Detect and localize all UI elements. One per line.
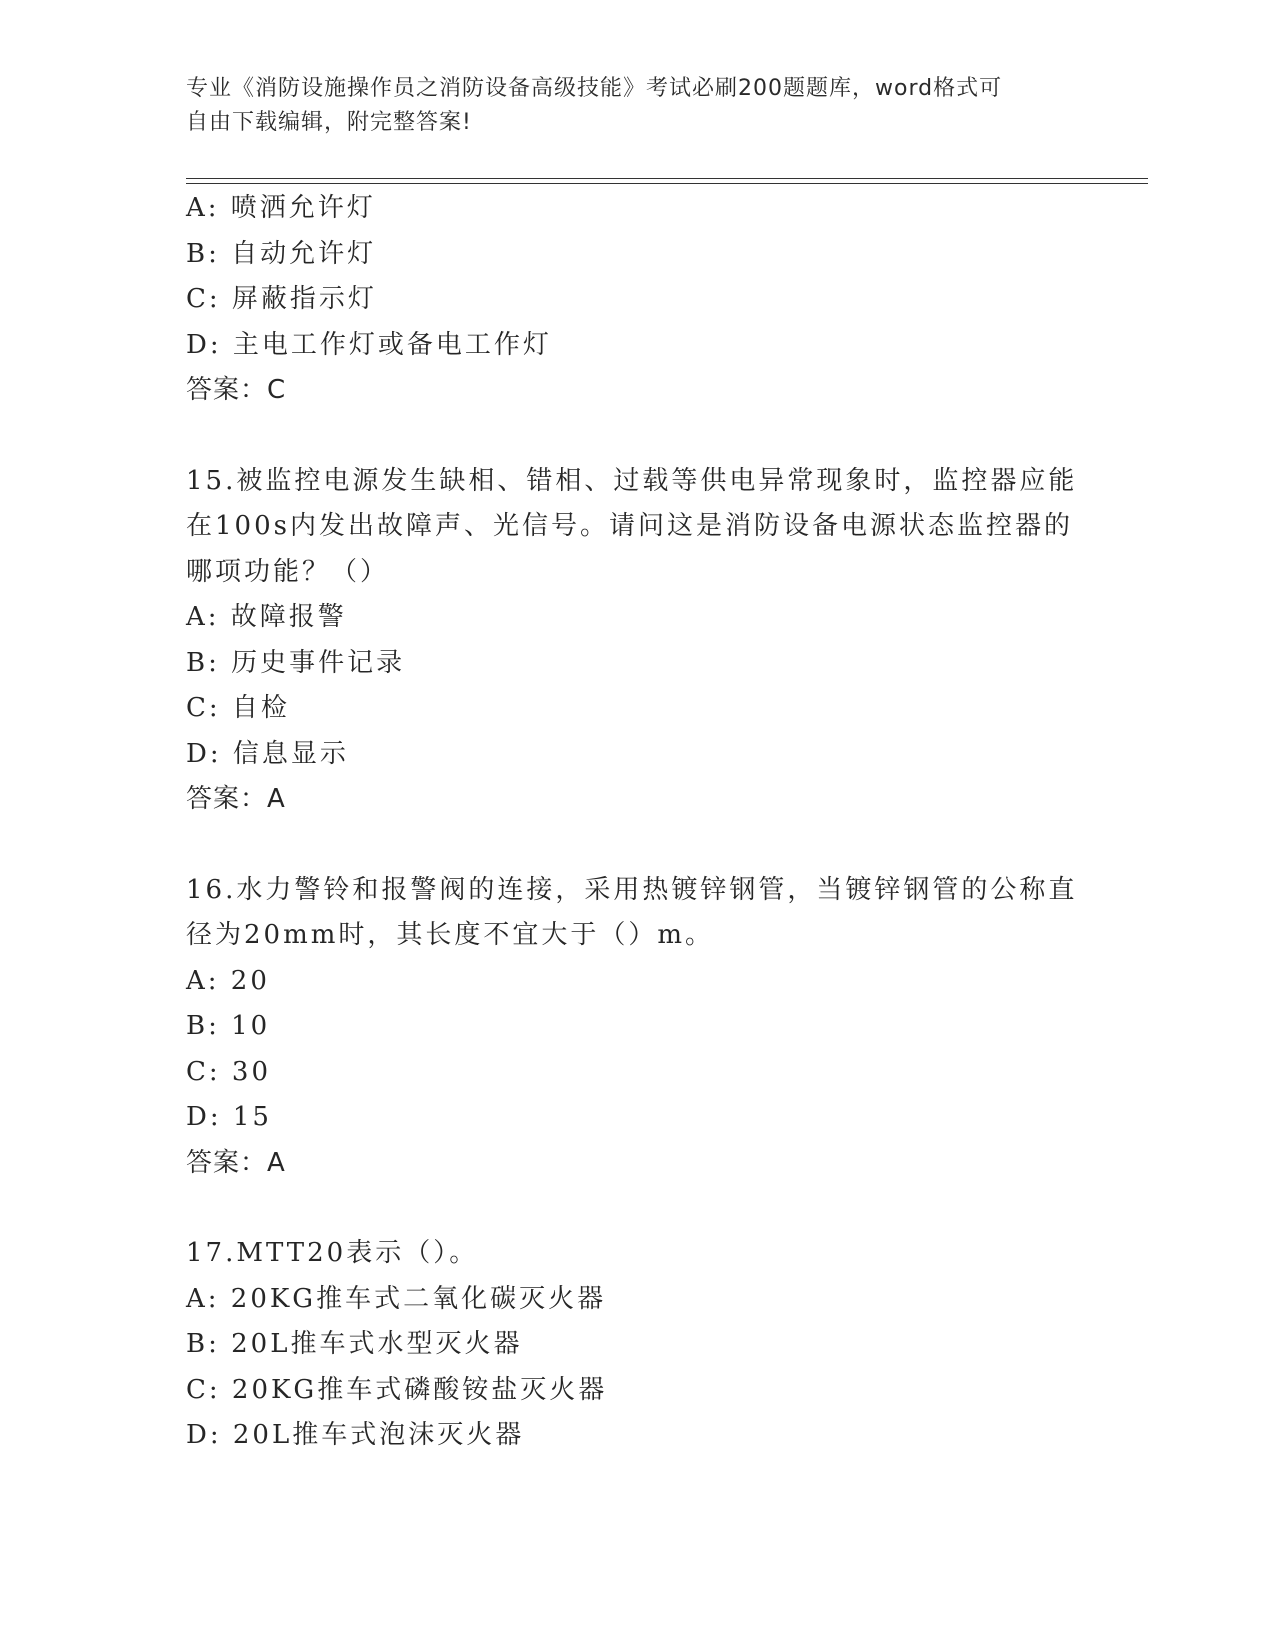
- option-b: B: 历史事件记录: [186, 647, 406, 678]
- header-rule-top: [186, 178, 1148, 179]
- question-16: [186, 868, 1086, 1187]
- option-b: B: 20L推车式水型灭火器: [186, 1329, 523, 1359]
- option-c: C: 屏蔽指示灯: [186, 284, 377, 314]
- header-line-2: 自由下载编辑，附完整答案!: [186, 110, 472, 135]
- question-stem-line: 哪项功能？（）: [186, 556, 390, 587]
- option-a: A: 故障报警: [186, 602, 347, 632]
- question-14-tail: [186, 186, 1086, 414]
- option-d: D: 15: [186, 1102, 272, 1132]
- header-line-1: 专业《消防设施操作员之消防设备高级技能》考试必刷200题题库，word格式可: [186, 76, 1003, 101]
- option-d: D: 主电工作灯或备电工作灯: [186, 329, 552, 360]
- document-header: [186, 72, 1066, 140]
- option-d: D: 信息显示: [186, 738, 349, 769]
- document-body: [186, 186, 1086, 1459]
- question-stem-line: 在100s内发出故障声、光信号。请问这是消防设备电源状态监控器的: [186, 511, 1073, 541]
- question-stem-line: 17.MTT20表示（）。: [186, 1238, 479, 1268]
- option-d: D: 20L推车式泡沫灭火器: [186, 1420, 525, 1450]
- question-stem-line: 15.被监控电源发生缺相、错相、过载等供电异常现象时，监控器应能: [186, 465, 1078, 496]
- question-15: [186, 459, 1086, 823]
- question-17: [186, 1231, 1086, 1459]
- option-b: B: 自动允许灯: [186, 238, 377, 269]
- answer: 答案：A: [186, 1147, 286, 1178]
- option-a: A: 喷洒允许灯: [186, 193, 376, 223]
- answer: 答案：A: [186, 784, 286, 814]
- question-stem-line: 16.水力警铃和报警阀的连接，采用热镀锌钢管，当镀锌钢管的公称直: [186, 874, 1078, 905]
- option-c: C: 自检: [186, 693, 290, 723]
- option-a: A: 20KG推车式二氧化碳灭火器: [186, 1283, 607, 1314]
- option-c: C: 20KG推车式磷酸铵盐灭火器: [186, 1374, 608, 1405]
- option-c: C: 30: [186, 1056, 272, 1087]
- header-rule-bottom: [186, 183, 1148, 184]
- answer: 答案：C: [186, 375, 287, 405]
- option-b: B: 10: [186, 1011, 271, 1041]
- question-stem-line: 径为20mm时，其长度不宜大于（）m。: [186, 920, 715, 950]
- option-a: A: 20: [186, 965, 270, 996]
